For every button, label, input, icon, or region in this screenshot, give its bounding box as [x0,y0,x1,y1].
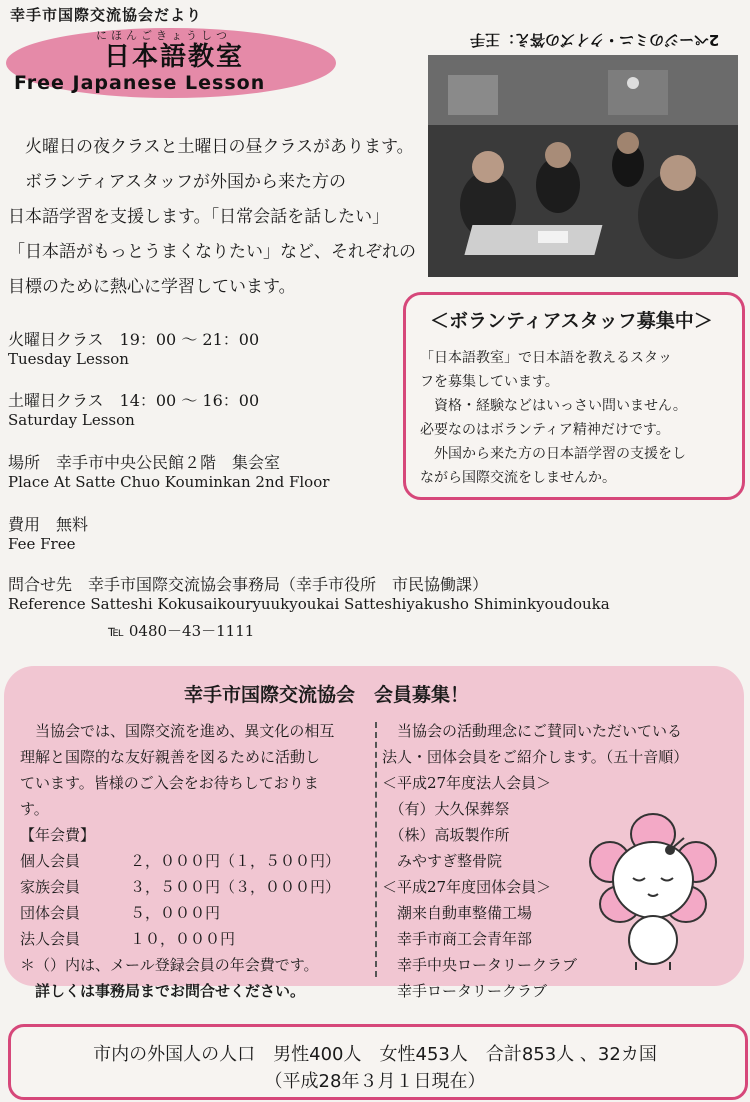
saturday-class: 土曜日クラス 14：00 ～ 16：00 [8,391,260,410]
place-en: Place At Satte Chuo Kouminkan 2nd Floor [8,473,330,491]
fee-amount: ５，０００円 [130,904,221,922]
tuesday-class: 火曜日クラス 19：00 ～ 21：00 [8,330,260,349]
fee-type: 家族会員 [20,878,81,896]
population-date: （平成28年３月１日現在） [264,1071,486,1092]
intro-line: 目標のために熱心に学習しています。 [8,277,296,297]
member-line: ＜平成27年度団体会員＞ [382,878,552,896]
member-line: 幸手中央ロータリークラブ [382,956,578,974]
telephone: ℡ 0480－43－1111 [108,622,255,640]
fee-type: 団体会員 [20,904,81,922]
inquiry-note: 詳しくは事務局までお問合せください。 [20,982,306,1000]
fee-amount: ２，０００円（１，５００円） [130,852,341,870]
column-divider [375,722,377,977]
fee-row [20,900,365,926]
tuesday-class-en: Tuesday Lesson [8,350,129,368]
volunteer-line: ながら国際交流をしませんか。 [420,470,616,486]
member-line: 潮来自動車整備工場 [382,904,533,922]
mirrored-quiz-answer: 2ページのミニ・クイズの答え：王手 [470,31,720,49]
volunteer-line: 必要なのはボランティア精神だけです。 [420,422,670,438]
fee: 費用 無料 [8,515,89,534]
membership-intro-line: す。 [20,800,49,818]
membership-left-column [20,718,365,1004]
fee-row [20,848,365,874]
title-furigana: にほんごきょうしつ [96,29,231,42]
page-subtitle: Free Japanese Lesson [14,72,266,94]
volunteer-title: ＜ボランティアスタッフ募集中＞ [430,310,713,332]
member-line: （有）大久保葬祭 [382,800,510,818]
intro-line: ボランティアスタッフが外国から来た方の [8,172,346,192]
mascot-illustration [588,812,718,972]
member-line: 幸手ロータリークラブ [382,982,548,1000]
member-line: ＜平成27年度法人会員＞ [382,774,552,792]
contact-en: Reference Satteshi Kokusaikouryuukyoukai Satteshiyakusho Shiminkyoudouka [8,595,610,613]
volunteer-line: フを募集しています。 [420,374,559,390]
saturday-class-en: Saturday Lesson [8,411,135,429]
fee-row [20,926,365,952]
fee-type: 法人会員 [20,930,81,948]
intro-line: 火曜日の夜クラスと土曜日の昼クラスがあります。 [8,137,414,157]
membership-title: 幸手市国際交流協会 会員募集！ [184,684,470,706]
membership-intro-line: 当協会では、国際交流を進め、異文化の相互 [20,722,335,740]
place: 場所 幸手市中央公民館２階 集会室 [8,453,281,472]
fee-header: 【年会費】 [20,826,96,844]
fee-amount: １０，０００円 [130,930,236,948]
fee-amount: ３，５００円（３，０００円） [130,878,341,896]
classroom-photo [428,55,738,277]
volunteer-line: 外国から来た方の日本語学習の支援をし [420,446,686,462]
lesson-intro [8,130,418,305]
fee-note: ＊（）内は、メール登録会員の年会費です。 [20,956,319,974]
intro-line: 日本語学習を支援します。「日常会話を話したい」 [8,207,390,227]
volunteer-body [420,346,730,490]
member-line: みやすぎ整骨院 [382,852,503,870]
fee-row [20,874,365,900]
fee-type: 個人会員 [20,852,81,870]
membership-intro-line: 理解と国際的な友好親善を図るために活動し [20,748,321,766]
member-line: （株）高坂製作所 [382,826,510,844]
member-line: 幸手市商工会青年部 [382,930,533,948]
membership-intro-line: ています。皆様のご入会をお待ちしておりま [20,774,319,792]
page-title: 日本語教室 [104,42,245,72]
volunteer-line: 「日本語教室」で日本語を教えるスタッ [420,350,672,366]
member-line: 当協会の活動理念にご賛同いただいている [382,722,683,740]
intro-line: 「日本語がもっとうまくなりたい」など、それぞれの [8,242,416,262]
member-line: 法人・団体会員をご紹介します。（五十音順） [382,748,689,766]
population-stats: 市内の外国人の人口 男性400人 女性453人 合計853人 、32カ国 [93,1044,657,1065]
fee-en: Fee Free [8,535,76,553]
volunteer-line: 資格・経験などはいっさい問いません。 [420,398,687,414]
newsletter-name: 幸手市国際交流協会だより [10,6,203,24]
contact: 問合せ先 幸手市国際交流協会事務局（幸手市役所 市民協働課） [8,575,489,594]
